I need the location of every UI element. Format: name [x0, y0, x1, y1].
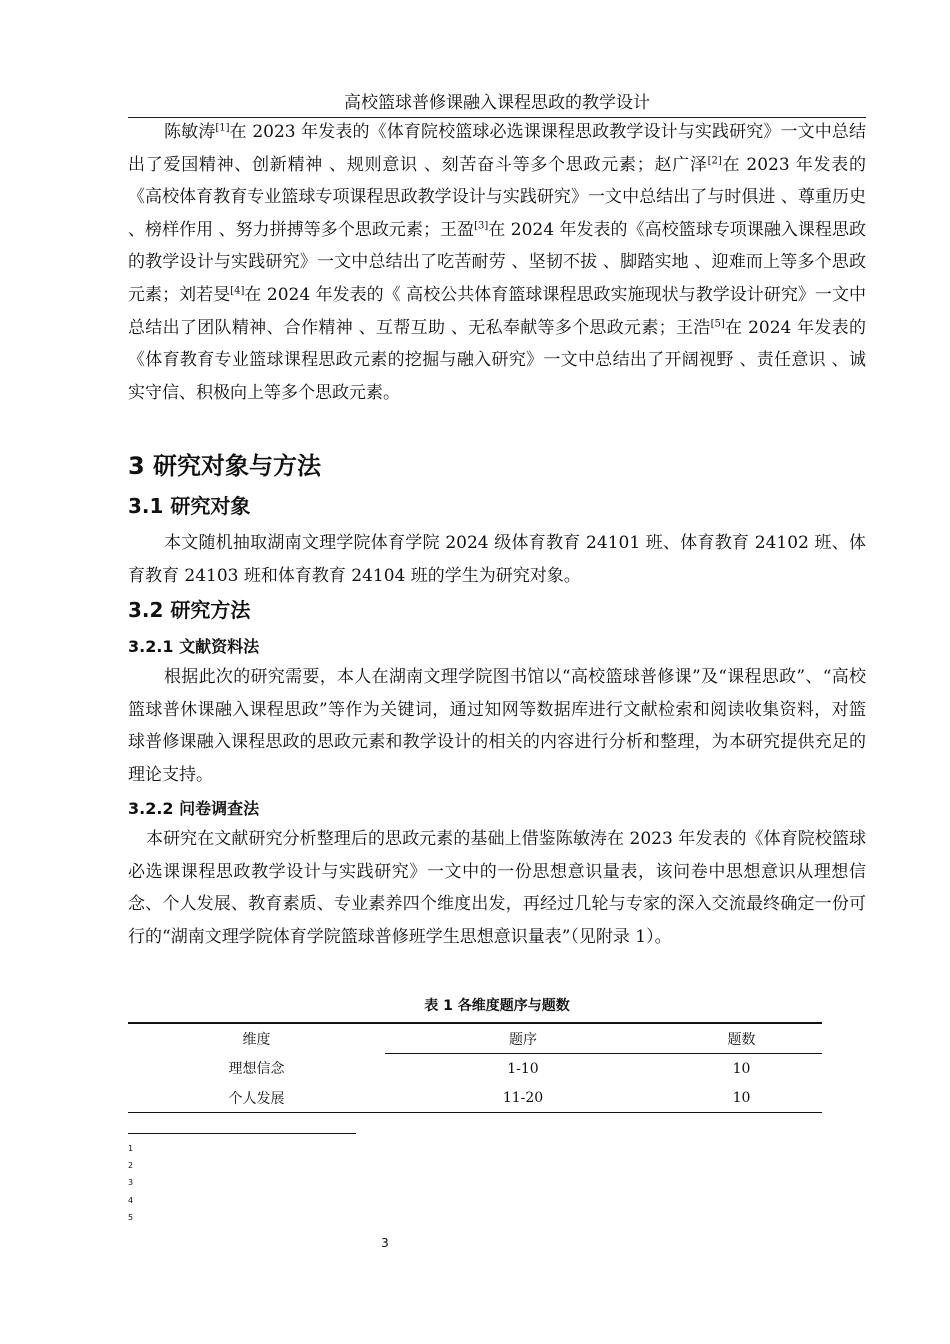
section-3-heading: 3 研究对象与方法 — [128, 452, 322, 480]
page-number: 3 — [381, 1236, 389, 1250]
table-header-row — [128, 1023, 822, 1054]
section-3-2-2-heading: 3.2.2 问卷调查法 — [128, 799, 260, 818]
intro-text-b: 在 2023 年发表的《体育院校篮球必选课课程思政教学设计与实践研究》一文中总结出了爱国精神、创新精神 、规则意识 、刻苦奋斗等多个思政元素；赵广泽 — [128, 122, 867, 175]
table-cell: 个人发展 — [228, 1090, 285, 1107]
citation-ref-5[interactable]: [5] — [710, 317, 725, 329]
footnote-mark: 5 — [128, 1212, 134, 1222]
section-3-1-body: 本文随机抽取湖南文理学院体育学院 2024 级体育教育 24101 班、体育教育 24102 班、体育教育 24103 班和体育教育 24104 班的学生为研究对象。 — [128, 533, 866, 586]
table-cell: 理想信念 — [228, 1061, 285, 1078]
running-header: 高校篮球普修课融入课程思政的教学设计 — [344, 93, 650, 113]
table-row — [128, 1054, 822, 1084]
section-3-1-heading: 3.1 研究对象 — [128, 494, 251, 518]
table-row — [128, 1083, 822, 1113]
section-3-2-1-heading: 3.2.1 文献资料法 — [128, 637, 260, 656]
table-header-cell: 题数 — [661, 1023, 822, 1054]
footnote-rule — [128, 1133, 356, 1134]
intro-text-c: 在 2023 年发表的《高校体育教育专业篮球专项课程思政教学设计与实践研究》一文中总结出了与时俱进 、尊重历史 、榜样作用 、努力拼搏等多个思政元素；王盈 — [128, 154, 866, 240]
intro-paragraph — [128, 116, 866, 409]
footnote-mark: 4 — [128, 1195, 134, 1205]
section-3-2-2-body: 本研究在文献研究分析整理后的思政元素的基础上借鉴陈敏涛在 2023 年发表的《体育院校篮球必选课课程思政教学设计与实践研究》一文中的一份思想意识量表，该问卷中思想意识从理想信念、个人发展、教育素质、专业素养四个维度出发，再经过几轮与专家的深入交流最终确定一份可行的“湖南文理学院体育学院篮球普修班学生思想意识量表”（见附录 1）。 — [128, 829, 866, 947]
table-cell: 1-10 — [507, 1060, 539, 1077]
table-cell: 11-20 — [502, 1089, 544, 1106]
citation-ref-2[interactable]: [2] — [707, 154, 722, 166]
intro-text-e: 在 2024 年发表的《 高校公共体育篮球课程思政实施现状与教学设计研究》一文中总结出了团队精神、合作精神 、互帮互助 、无私奉献等多个思政元素；王浩 — [128, 284, 867, 338]
dimension-table — [128, 1022, 822, 1113]
footnote-mark: 3 — [128, 1178, 134, 1188]
table-caption: 表 1 各维度题序与题数 — [424, 998, 570, 1014]
citation-ref-3[interactable]: [3] — [474, 220, 489, 232]
intro-text-f: 在 2024 年发表的《体育教育专业篮球课程思政元素的挖掘与融入研究》一文中总结出了开阔视野 、责任意识 、诚实守信、积极向上等多个思政元素。 — [128, 317, 866, 403]
footnote-mark: 2 — [128, 1161, 134, 1171]
table-cell: 10 — [732, 1060, 751, 1077]
section-3-2-1-body: 根据此次的研究需要，本人在湖南文理学院图书馆以“高校篮球普修课”及“课程思政”、“高校篮球普休课融入课程思政”等作为关键词，通过知网等数据库进行文献检索和阅读收集资料，对篮球普修课融入课程思政的思政元素和教学设计的相关的内容进行分析和整理，为本研究提供充足的理论支持。 — [128, 667, 866, 785]
intro-text-a: 陈敏涛 — [164, 122, 216, 142]
table-cell: 10 — [732, 1089, 751, 1106]
table-header-cell: 题序 — [385, 1023, 661, 1054]
footnotes — [128, 1140, 133, 1226]
section-3-2-heading: 3.2 研究方法 — [128, 598, 251, 622]
table-header-cell: 维度 — [242, 1031, 271, 1048]
intro-text-d: 在 2024 年发表的《高校篮球专项课融入课程思政的教学设计与实践研究》一文中总结出了吃苦耐劳 、坚韧不拔 、脚踏实地 、迎难而上等多个思政元素；刘若旻 — [128, 219, 866, 305]
citation-ref-1[interactable]: [1] — [215, 122, 230, 134]
footnote-mark: 1 — [128, 1144, 134, 1153]
citation-ref-4[interactable]: [4] — [230, 285, 245, 297]
